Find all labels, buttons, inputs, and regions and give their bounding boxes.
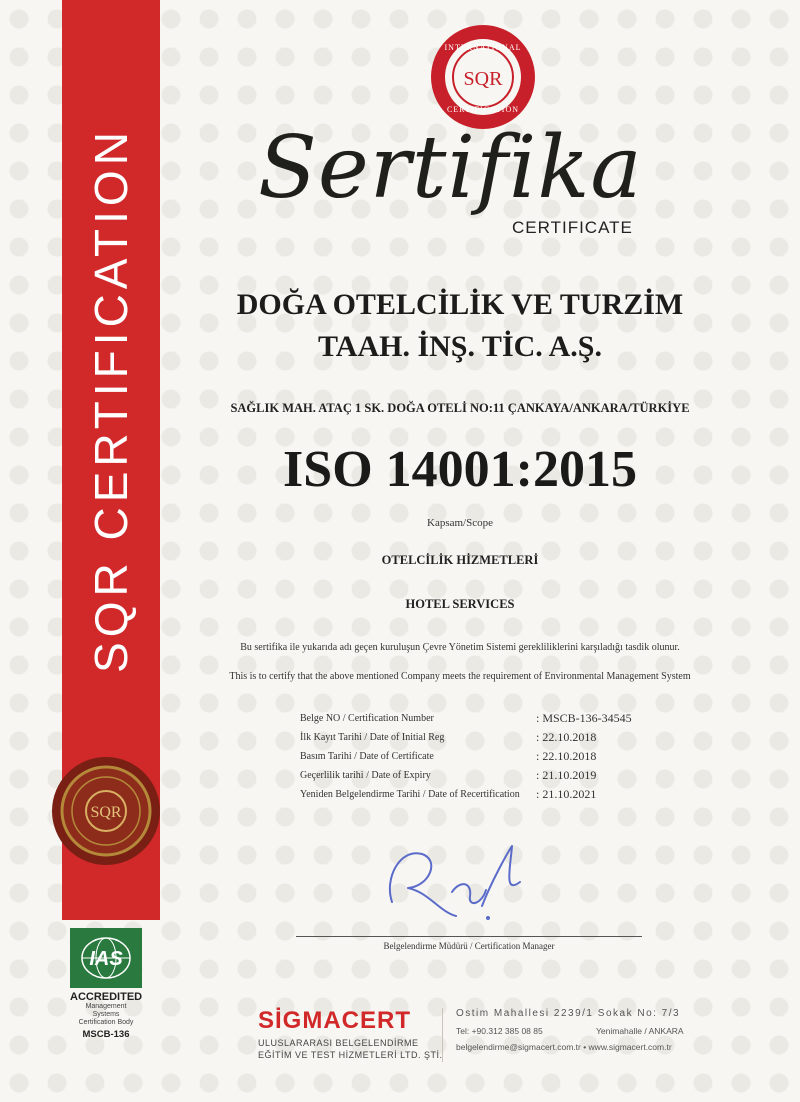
- footer-divider: [442, 1008, 443, 1062]
- sqr-logo-icon: [428, 22, 538, 132]
- detail-row: [300, 768, 680, 787]
- brand-subtitle-1: ULUSLARARASI BELGELENDİRME: [258, 1038, 419, 1048]
- detail-row: [300, 730, 680, 749]
- certificate-subtitle: CERTIFICATE: [512, 218, 633, 237]
- detail-row: [300, 711, 680, 730]
- detail-row: [300, 749, 680, 768]
- detail-label: İlk Kayıt Tarihi / Date of Initial Reg: [300, 732, 445, 743]
- detail-value: : MSCB-136-34545: [536, 711, 632, 725]
- standard-code: ISO 14001:2015: [283, 441, 637, 498]
- footer-contact: [456, 1026, 684, 1036]
- footer-tel: Tel: +90.312 385 08 85: [456, 1026, 543, 1036]
- detail-value: : 22.10.2018: [536, 749, 597, 763]
- detail-row: [300, 787, 680, 806]
- certify-statement-english: This is to certify that the above mentioned Company meets the requirement of Environmental Management System: [229, 671, 691, 682]
- brand-subtitle-2: EĞİTİM VE TEST HİZMETLERİ LTD. ŞTİ.: [258, 1050, 443, 1060]
- signature-label: Belgelendirme Müdürü / Certification Manager: [383, 941, 555, 951]
- svg-text:SQR: SQR: [90, 804, 122, 821]
- svg-text:INTERNATIONAL: INTERNATIONAL: [444, 43, 522, 52]
- detail-value: : 21.10.2019: [536, 768, 597, 782]
- ias-line3: Certification Body: [78, 1019, 134, 1026]
- scope-label: Kapsam/Scope: [427, 517, 493, 529]
- svg-text:SQR: SQR: [463, 68, 503, 90]
- certificate-title: Sertifika: [258, 118, 643, 218]
- ias-accreditation: [70, 928, 142, 1040]
- svg-text:CERTIFICATION: CERTIFICATION: [446, 105, 520, 114]
- scope-english: HOTEL SERVICES: [405, 597, 515, 611]
- ias-line1: Management: [85, 1003, 127, 1010]
- signature-line: [296, 936, 642, 937]
- detail-label: Basım Tarihi / Date of Certificate: [300, 751, 434, 762]
- svg-text:IAS: IAS: [89, 948, 123, 970]
- detail-value: : 21.10.2021: [536, 787, 597, 801]
- ias-logo: [70, 928, 142, 988]
- ias-code: MSCB-136: [82, 1029, 130, 1040]
- footer-web: belgelendirme@sigmacert.com.tr • www.sigmacert.com.tr: [456, 1042, 672, 1052]
- wax-seal-icon: [50, 755, 162, 867]
- brand-name: SİGMACERT: [258, 1007, 411, 1034]
- ribbon-text: SQR CERTIFICATION: [85, 127, 137, 673]
- signature-icon: [370, 820, 540, 930]
- footer-address: Ostim Mahallesi 2239/1 Sokak No: 7/3: [456, 1008, 681, 1019]
- certify-statement-turkish: Bu sertifika ile yukarıda adı geçen kuruluşun Çevre Yönetim Sistemi gerekliliklerini karşıladığı tasdik olunur.: [240, 642, 680, 653]
- ias-accredited: ACCREDITED: [70, 991, 143, 1003]
- detail-label: Yeniden Belgelendirme Tarihi / Date of Recertification: [300, 789, 520, 800]
- detail-label: Belge NO / Certification Number: [300, 713, 434, 724]
- company-address: SAĞLIK MAH. ATAÇ 1 SK. DOĞA OTELİ NO:11 ÇANKAYA/ANKARA/TÜRKİYE: [230, 401, 690, 415]
- detail-label: Geçerlilik tarihi / Date of Expiry: [300, 770, 431, 781]
- certificate-details: [300, 711, 680, 806]
- scope-turkish: OTELCİLİK HİZMETLERİ: [381, 553, 539, 567]
- detail-value: : 22.10.2018: [536, 730, 597, 744]
- ias-line2: Systems: [92, 1011, 120, 1018]
- company-name-line1: DOĞA OTELCİLİK VE TURZİM: [236, 288, 684, 321]
- company-name-line2: TAAH. İNŞ. TİC. A.Ş.: [318, 330, 602, 363]
- ias-globe-icon: [70, 928, 142, 988]
- footer-city: Yenimahalle / ANKARA: [596, 1026, 684, 1036]
